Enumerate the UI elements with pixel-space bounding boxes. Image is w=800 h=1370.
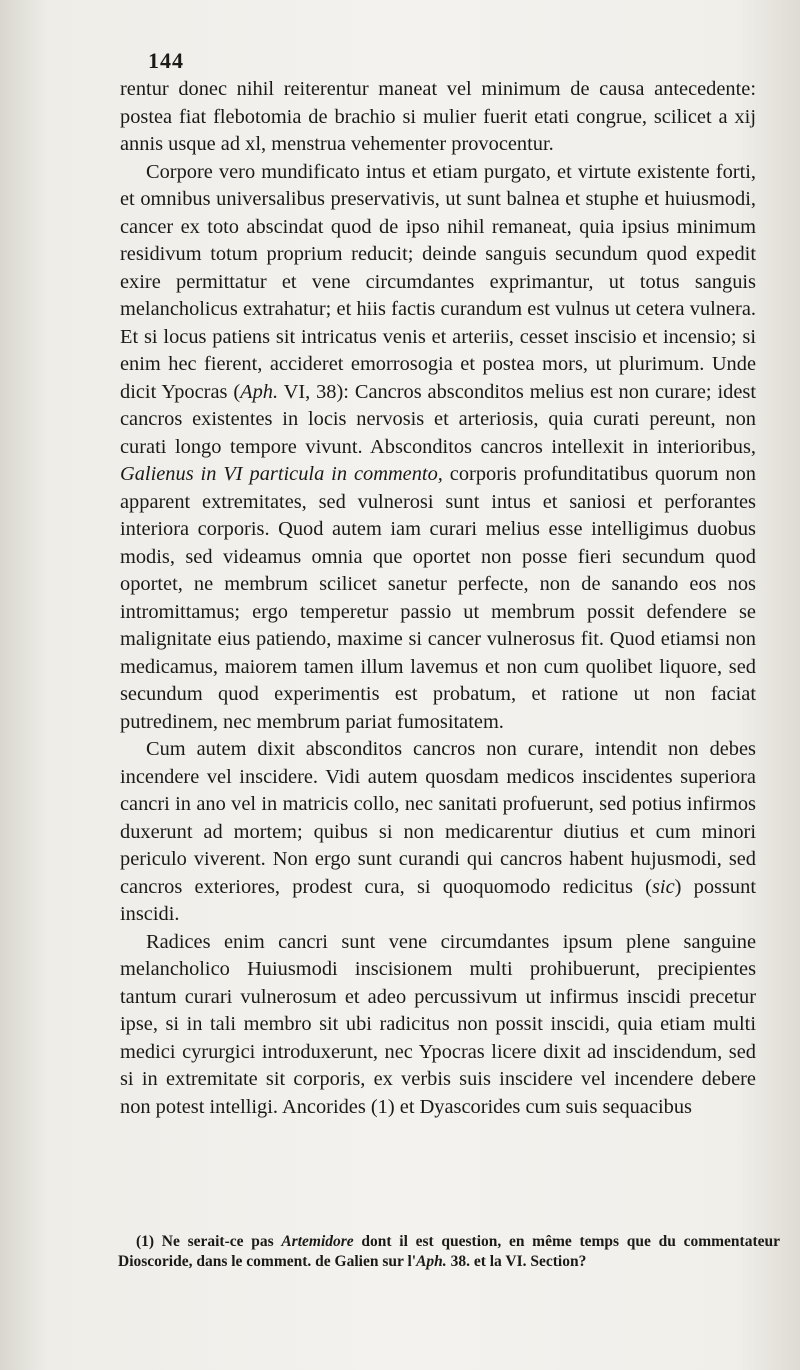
footnote-text-a: Ne serait-ce pas (154, 1233, 282, 1250)
aphorism-reference: Aph. (240, 380, 279, 403)
paragraph-3 (120, 736, 756, 929)
footnote-text-b: dont il est question, en même temps que du commentateur Dioscoride, dans le comment. de Galien sur l' (118, 1233, 780, 1270)
paragraph-2-text-b: VI, 38): Cancros absconditos melius est non curare; idest cancros existentes in locis nervosis et arteriosis, quia curati pereunt, non curati longo tempore vivunt. Absconditos cancros intellexit in interioribus, (120, 380, 756, 458)
paragraph-2-text-c: corporis profunditatibus quorum non apparent extremitates, sed vulnerosi sunt intus et saniosi et perforantes interiora corporis. Quod autem iam curari melius esse intelligimus duobus modis, sed videamus omnia que oportet non posse fieri secundum quod oportet, ne membrum scilicet sanetur perfecte, non de sanando eos nos intromittamus; ergo temperetur passio ut membrum possit defendere se malignitate eius patiendo, maxime si cancer vulnerosus fit. Quod etiamsi non medicamus, maiorem tamen illum lavemus et non cum quolibet liquore, sed secundum quod experimentis est probatum, et ratione ut non faciat putredinem, nec membrum pariat fumositatem. (120, 463, 756, 733)
footnote-text-c: 38. et la VI. Section? (446, 1253, 587, 1270)
footnote-name: Artemidore (281, 1233, 354, 1250)
footnote-1 (118, 1232, 780, 1272)
paragraph-1 (120, 76, 756, 159)
galen-citation: Galienus in VI particula in commento, (120, 463, 443, 485)
paragraph-2-text-a: Corpore vero mundificato intus et etiam purgato, et virtute existente forti, et omnibus universalibus preservativis, ut sunt balnea et stuphe et huiusmodi, cancer ex toto abscindat quod de ipso nihil remaneat, quia ipsius minimum residivum totum proprium reducit; deinde sanguis secundum quod expedit exire permittatur et vene circumdantes exprimantur, ut totus sanguis melancholicus extrahatur; et hiis factis curandum est vulnus ut cetera vulnera. Et si locus patiens sit intricatus venis et arteriis, cesset inscisio et incensio; si enim hec fierent, accideret emorrosogia et postea mors, ut plurimum. Unde dicit Ypocras ( (120, 160, 756, 403)
paragraph-3-text-a: Cum autem dixit absconditos cancros non curare, intendit non debes incendere vel inscidere. Vidi autem quosdam medicos inscidentes superiora cancri in ano vel in matricis collo, nec sanitati profuerunt, sed potius infirmos duxerunt ad mortem; quibus si non medicarentur diutius et cum minori periculo viverent. Non ergo sunt curandi qui cancros habent hujusmodi, sed cancros exteriores, prodest cura, si quoquomodo redicitus ( (120, 738, 756, 898)
sic-annotation: sic (651, 875, 675, 898)
paragraph-4 (120, 929, 756, 1122)
paragraph-3-text-b: ) possunt inscidi. (120, 875, 756, 925)
footnote-reference: Aph. (416, 1253, 447, 1270)
body-text (120, 76, 756, 1121)
page-number: 144 (148, 48, 184, 73)
paragraph-4-text: Radices enim cancri sunt vene circumdantes ipsum plene sanguine melancholico Huiusmodi inscisionem multi prohibuerunt, precipientes tantum curari vulnerosum et adeo percussivum ut infirmus inscidi precetur ipse, si in tali membro sit ubi radicitus non possit inscidi, quia etiam multi medici cyrurgici introduxerunt, nec Ypocras licere dixit ad inscidendum, sed si in extremitate sit corporis, ex verbis suis inscidere vel incendere debere non potest intelligi. Ancorides (1) et Dyascorides cum suis sequacibus (120, 930, 756, 1118)
footnote-marker: (1) (136, 1233, 155, 1250)
paragraph-1-text: rentur donec nihil reiterentur maneat vel minimum de causa antecedente: postea fiat flebotomia de brachio si mulier fuerit etati congrue, scilicet a xij annis usque ad xl, menstrua vehementer provocentur. (120, 78, 756, 155)
footnotes (118, 1232, 780, 1272)
paragraph-2 (120, 159, 756, 737)
